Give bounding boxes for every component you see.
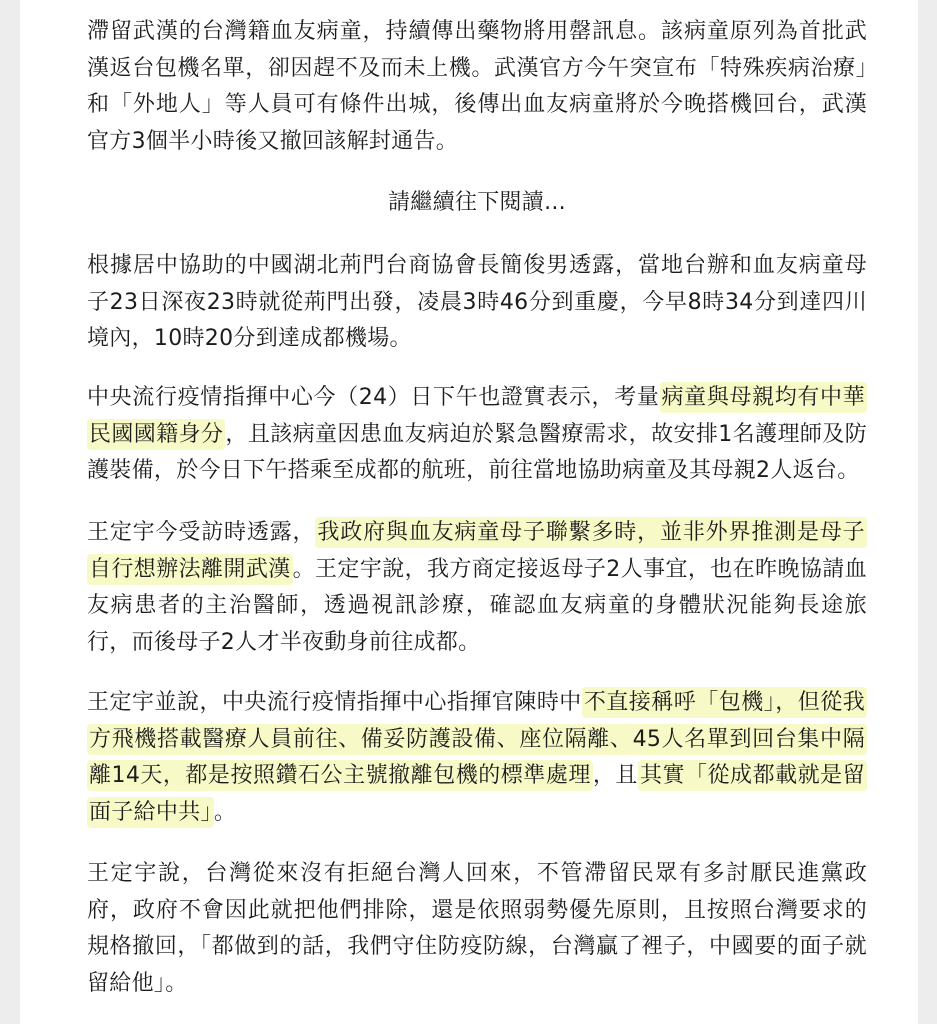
continue-reading[interactable] [87,185,867,222]
paragraph-4-text-b: 。王定宇說，我方商定接返母子2人事宜，也在昨晚協請血友病患者的主治醫師，透過視訊診療，確認血友病童的身體狀況能夠長途旅行，而後母子2人才半夜動身前往成都。 [87,556,867,655]
paragraph-3-highlight: 病童與母親均有中華民國國籍身分 [87,382,867,450]
paragraph-6 [87,856,867,1002]
paragraph-3-text-b: ，且該病童因患血友病迫於緊急醫療需求，故安排1名護理師及防護裝備，於今日下午搭乘至成都的航班，前往當地協助病童及其母親2人返台。 [87,421,867,483]
paragraph-5-highlight-2: 其實「從成都載就是留面子給中共」 [87,760,867,828]
paragraph-2 [87,248,867,358]
paragraph-5 [87,685,867,831]
paragraph-4 [87,515,867,661]
paragraph-1-text: 滯留武漢的台灣籍血友病童，持續傳出藥物將用罄訊息。該病童原列為首批武漢返台包機名單，卻因趕不及而未上機。武漢官方今午突宣布「特殊疾病治療」和「外地人」等人員可有條件出城，後傳出血友病童將於今晚搭機回台，武漢官方3個半小時後又撤回該解封通告。 [87,19,867,154]
paragraph-6-text: 王定宇說，台灣從來沒有拒絕台灣人回來，不管滯留民眾有多討厭民進黨政府，政府不會因此就把他們排除，還是依照弱勢優先原則，且按照台灣要求的規格撤回，「都做到的話，我們守住防疫防線，台灣贏了裡子，中國要的面子就留給他」。 [87,861,867,996]
paragraph-3 [87,380,867,490]
paragraph-2-text: 根據居中協助的中國湖北荊門台商協會長簡俊男透露，當地台辦和血友病童母子23日深夜23時就從荊門出發，凌晨3時46分到重慶，今早8時34分到達四川境內，10時20分到達成都機場。 [87,253,867,351]
article-page [20,0,918,1024]
paragraph-5-text-b: 。 [213,799,237,825]
continue-reading-label[interactable]: 請繼續往下閱讀... [388,190,566,215]
paragraph-1 [87,14,867,160]
paragraph-5-highlight-1: 不直接稱呼「包機」，但從我方飛機搭載醫療人員前往、備妥防護設備、座位隔離、45人名單到回台集中隔離14天，都是按照鑽石公主號撤離包機的標準處理 [87,687,867,791]
paragraph-5-text-a: 王定宇並說，中央流行疫情指揮中心指揮官陳時中 [87,690,582,715]
paragraph-5-text-mid: ，且 [592,763,638,788]
paragraph-4-text-a: 王定宇今受訪時透露， [87,520,316,545]
paragraph-4-highlight: 我政府與血友病童母子聯繫多時，並非外界推測是母子自行想辦法離開武漢 [87,517,867,585]
paragraph-3-text-a: 中央流行疫情指揮中心今（24）日下午也證實表示，考量 [87,385,660,410]
